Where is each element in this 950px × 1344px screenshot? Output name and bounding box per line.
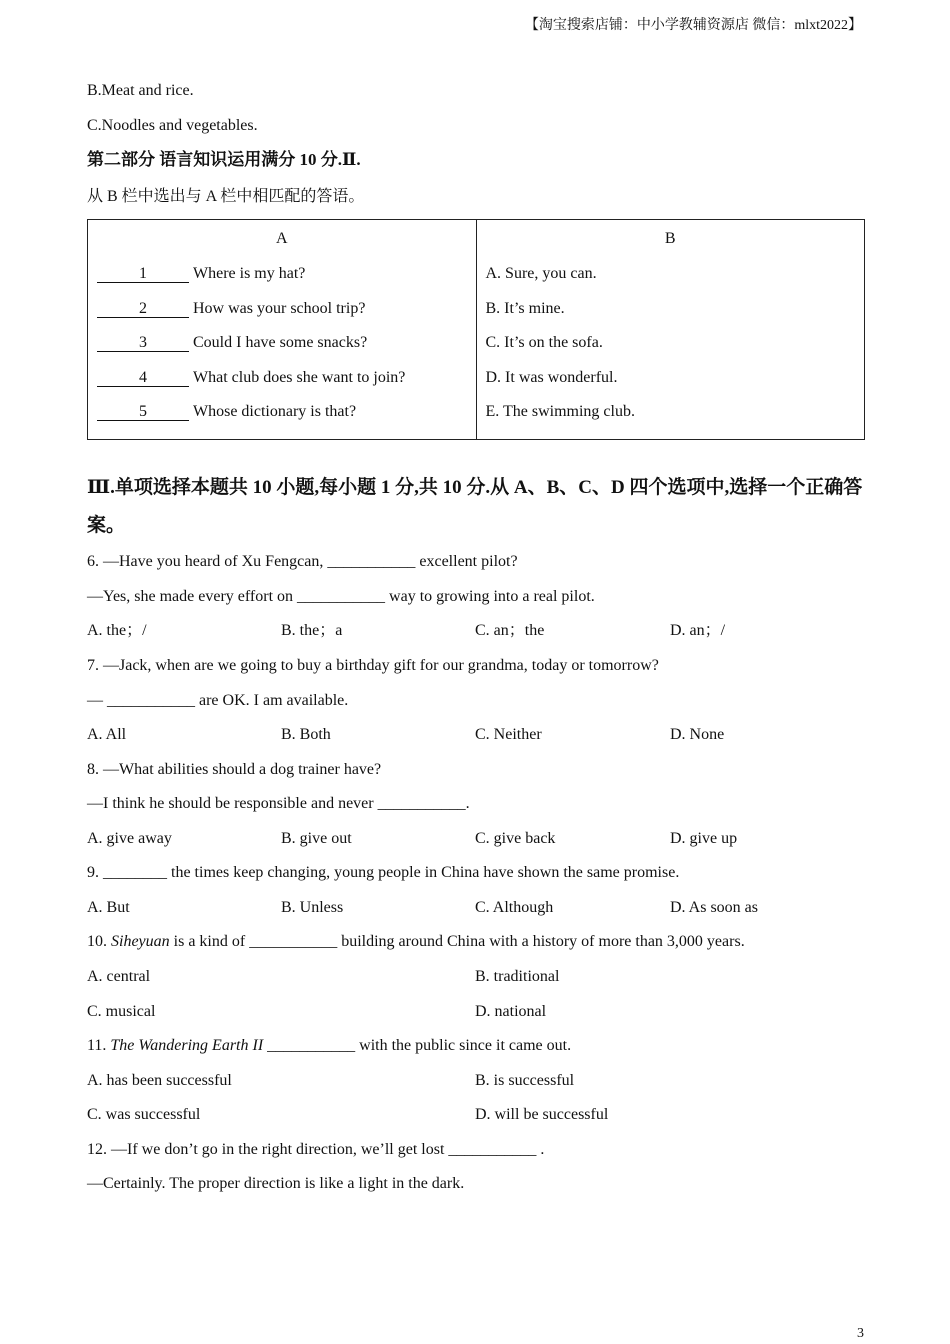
q7-option-c[interactable]: C. Neither — [475, 726, 542, 743]
q11-option-a[interactable]: A. has been successful — [87, 1072, 232, 1089]
q10-stem — [87, 932, 745, 952]
q6-option-c[interactable]: C. an；the — [475, 622, 545, 639]
q11-text: ___________ with the public since it came out. — [263, 1037, 572, 1054]
q6-option-b[interactable]: B. the；a — [281, 622, 343, 639]
q9-option-d[interactable]: D. As soon as — [670, 899, 759, 916]
q8-option-b[interactable]: B. give out — [281, 830, 352, 847]
q11-stem — [87, 1036, 571, 1056]
q11-option-c[interactable]: C. was successful — [87, 1106, 201, 1123]
option-c-prev: C.Noodles and vegetables. — [87, 117, 258, 134]
matching-table — [87, 219, 865, 440]
answer-blank[interactable]: 2 — [97, 300, 189, 318]
column-a-header: A — [275, 230, 288, 247]
a-item — [97, 368, 405, 388]
q9-stem: 9. ________ the times keep changing, young people in China have shown the same promise. — [87, 864, 680, 881]
column-b — [476, 220, 865, 440]
a-item — [97, 299, 365, 319]
answer-blank[interactable]: 4 — [97, 369, 189, 387]
q10-option-b[interactable]: B. traditional — [475, 968, 560, 985]
a-item-text: Whose dictionary is that? — [193, 403, 357, 420]
part2-instruction: 从 B 栏中选出与 A 栏中相匹配的答语。 — [87, 188, 365, 205]
q9-option-b[interactable]: B. Unless — [281, 899, 344, 916]
q10-option-c[interactable]: C. musical — [87, 1003, 156, 1020]
b-item: B. It’s mine. — [485, 300, 565, 317]
b-item: E. The swimming club. — [485, 403, 635, 420]
q6-option-a[interactable]: A. the；/ — [87, 622, 147, 639]
q8-response: —I think he should be responsible and never ___________. — [87, 795, 470, 812]
a-item-text: Where is my hat? — [193, 265, 306, 282]
q9-option-a[interactable]: A. But — [87, 899, 130, 916]
q8-option-d[interactable]: D. give up — [670, 830, 738, 847]
part3-title-cont: 案。 — [87, 515, 126, 536]
q7-option-d[interactable]: D. None — [670, 726, 725, 743]
q6-option-d[interactable]: D. an；/ — [670, 622, 726, 639]
q10-text: is a kind of ___________ building around China with a history of more than 3,000 years. — [169, 933, 745, 950]
a-item — [97, 333, 367, 353]
q6-response: —Yes, she made every effort on ___________ way to growing into a real pilot. — [87, 588, 595, 605]
page-number: 3 — [857, 1326, 864, 1341]
q11-italic-title: The Wandering Earth II — [110, 1037, 264, 1054]
b-item: C. It’s on the sofa. — [485, 334, 603, 351]
q12-stem: 12. —If we don’t go in the right direction, we’ll get lost ___________ . — [87, 1141, 545, 1158]
q7-stem: 7. —Jack, when are we going to buy a birthday gift for our grandma, today or tomorrow? — [87, 657, 659, 674]
q12-response: —Certainly. The proper direction is like a light in the dark. — [87, 1175, 465, 1192]
q7-option-b[interactable]: B. Both — [281, 726, 331, 743]
q8-option-a[interactable]: A. give away — [87, 830, 172, 847]
q10-option-d[interactable]: D. national — [475, 1003, 547, 1020]
q8-stem: 8. —What abilities should a dog trainer have? — [87, 761, 382, 778]
a-item-text: How was your school trip? — [193, 300, 366, 317]
answer-blank[interactable]: 5 — [97, 403, 189, 421]
q11-number: 11. — [87, 1037, 111, 1054]
a-item — [97, 402, 356, 422]
part2-title: 第二部分 语言知识运用满分 10 分.Ⅱ. — [87, 150, 361, 169]
q10-number: 10. — [87, 933, 111, 950]
page-header: 【淘宝搜索店铺：中小学教辅资源店 微信：mlxt2022】 — [524, 18, 862, 33]
q8-option-c[interactable]: C. give back — [475, 830, 556, 847]
answer-blank[interactable]: 3 — [97, 334, 189, 352]
option-b-prev: B.Meat and rice. — [87, 82, 194, 99]
q7-response: — ___________ are OK. I am available. — [87, 692, 349, 709]
a-item-text: Could I have some snacks? — [193, 334, 368, 351]
q11-option-b[interactable]: B. is successful — [475, 1072, 575, 1089]
a-item — [97, 264, 305, 284]
q7-option-a[interactable]: A. All — [87, 726, 127, 743]
q9-option-c[interactable]: C. Although — [475, 899, 554, 916]
a-item-text: What club does she want to join? — [193, 369, 406, 386]
q6-stem: 6. —Have you heard of Xu Fengcan, ___________ excellent pilot? — [87, 553, 518, 570]
column-a — [88, 220, 477, 440]
column-b-header: B — [664, 230, 676, 247]
q10-italic-term: Siheyuan — [111, 933, 170, 950]
b-item: A. Sure, you can. — [485, 265, 597, 282]
q11-option-d[interactable]: D. will be successful — [475, 1106, 609, 1123]
answer-blank[interactable]: 1 — [97, 265, 189, 283]
q10-option-a[interactable]: A. central — [87, 968, 151, 985]
b-item: D. It was wonderful. — [485, 369, 618, 386]
part3-title: Ⅲ.单项选择本题共 10 小题,每小题 1 分,共 10 分.从 A、B、C、D 四个选项中,选择一个正确答 — [87, 477, 863, 498]
